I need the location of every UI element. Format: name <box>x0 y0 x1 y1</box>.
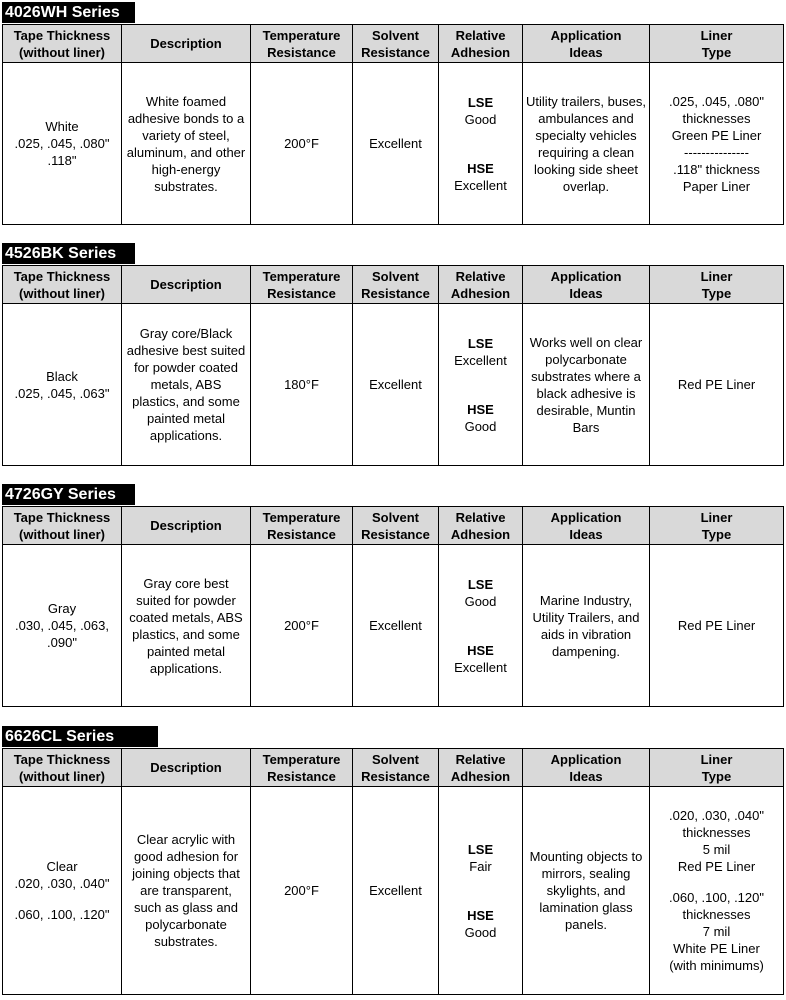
cell-description: White foamed adhesive bonds to a variety of steel, aluminum, and other high-energy substrates. <box>122 63 251 225</box>
table-row <box>3 63 784 225</box>
cell-description: Clear acrylic with good adhesion for joining objects that are transparent, such as glass and polycarbonate substrates. <box>122 787 251 995</box>
series-title: 4726GY Series <box>2 484 135 505</box>
series-title: 4026WH Series <box>2 2 135 23</box>
spec-table <box>2 506 784 707</box>
series-4726gy <box>2 484 783 706</box>
cell-solvent: Excellent <box>353 304 439 466</box>
header-application: Application Ideas <box>523 507 650 545</box>
cell-application: Marine Industry, Utility Trailers, and aids in vibration dampening. <box>523 545 650 707</box>
hse-value: Excellent <box>454 177 507 193</box>
header-description: Description <box>122 749 251 787</box>
cell-description: Gray core/Black adhesive best suited for powder coated metals, ABS plastics, and some painted metal applications. <box>122 304 251 466</box>
header-solvent: Solvent Resistance <box>353 749 439 787</box>
cell-application: Mounting objects to mirrors, sealing skylights, and lamination glass panels. <box>523 787 650 995</box>
hse-value: Excellent <box>454 659 507 675</box>
table-row <box>3 787 784 995</box>
hse-label: HSE <box>467 401 494 417</box>
header-description: Description <box>122 25 251 63</box>
header-thickness: Tape Thickness (without liner) <box>3 749 122 787</box>
lse-value: Fair <box>469 858 492 874</box>
cell-solvent: Excellent <box>353 787 439 995</box>
cell-solvent: Excellent <box>353 63 439 225</box>
header-temperature: Temperature Resistance <box>251 266 353 304</box>
lse-label: LSE <box>467 841 494 857</box>
cell-temperature: 200°F <box>251 63 353 225</box>
cell-thickness: Clear .020, .030, .040" .060, .100, .120" <box>3 787 122 995</box>
spec-table <box>2 748 784 995</box>
hse-label: HSE <box>467 907 494 923</box>
hse-value: Good <box>464 418 497 434</box>
header-adhesion: Relative Adhesion <box>439 25 523 63</box>
cell-adhesion <box>439 545 523 707</box>
cell-solvent: Excellent <box>353 545 439 707</box>
lse-value: Good <box>464 593 497 609</box>
cell-liner: .025, .045, .080" thicknesses Green PE Liner --------------- .118" thickness Paper Liner <box>650 63 784 225</box>
header-temperature: Temperature Resistance <box>251 507 353 545</box>
cell-liner: .020, .030, .040" thicknesses 5 mil Red PE Liner .060, .100, .120" thicknesses 7 mil White PE Liner (with minimums) <box>650 787 784 995</box>
header-solvent: Solvent Resistance <box>353 266 439 304</box>
spec-table <box>2 265 784 466</box>
cell-liner: Red PE Liner <box>650 545 784 707</box>
header-solvent: Solvent Resistance <box>353 25 439 63</box>
header-thickness: Tape Thickness (without liner) <box>3 507 122 545</box>
header-application: Application Ideas <box>523 749 650 787</box>
header-adhesion: Relative Adhesion <box>439 749 523 787</box>
cell-liner: Red PE Liner <box>650 304 784 466</box>
cell-application: Utility trailers, buses, ambulances and specialty vehicles requiring a clean looking side sheet overlap. <box>523 63 650 225</box>
lse-value: Excellent <box>454 352 507 368</box>
header-adhesion: Relative Adhesion <box>439 507 523 545</box>
table-row <box>3 545 784 707</box>
hse-value: Good <box>464 924 497 940</box>
header-row <box>3 266 784 304</box>
header-application: Application Ideas <box>523 25 650 63</box>
table-row <box>3 304 784 466</box>
header-description: Description <box>122 507 251 545</box>
cell-thickness: White .025, .045, .080" .118" <box>3 63 122 225</box>
header-temperature: Temperature Resistance <box>251 749 353 787</box>
hse-label: HSE <box>467 160 494 176</box>
header-row <box>3 749 784 787</box>
lse-label: LSE <box>467 335 494 351</box>
header-liner: Liner Type <box>650 749 784 787</box>
cell-adhesion <box>439 304 523 466</box>
cell-temperature: 200°F <box>251 545 353 707</box>
cell-adhesion <box>439 787 523 995</box>
cell-thickness: Gray .030, .045, .063, .090" <box>3 545 122 707</box>
header-row <box>3 507 784 545</box>
cell-temperature: 180°F <box>251 304 353 466</box>
header-thickness: Tape Thickness (without liner) <box>3 25 122 63</box>
spec-table <box>2 24 784 225</box>
header-application: Application Ideas <box>523 266 650 304</box>
header-liner: Liner Type <box>650 266 784 304</box>
header-liner: Liner Type <box>650 507 784 545</box>
lse-label: LSE <box>467 576 494 592</box>
hse-label: HSE <box>467 642 494 658</box>
cell-description: Gray core best suited for powder coated metals, ABS plastics, and some painted metal applications. <box>122 545 251 707</box>
series-title: 6626CL Series <box>2 726 158 747</box>
header-solvent: Solvent Resistance <box>353 507 439 545</box>
cell-temperature: 200°F <box>251 787 353 995</box>
series-4026wh <box>2 2 783 224</box>
header-temperature: Temperature Resistance <box>251 25 353 63</box>
series-4526bk <box>2 243 783 465</box>
lse-value: Good <box>464 111 497 127</box>
header-liner: Liner Type <box>650 25 784 63</box>
cell-thickness: Black .025, .045, .063" <box>3 304 122 466</box>
lse-label: LSE <box>467 94 494 110</box>
header-description: Description <box>122 266 251 304</box>
cell-application: Works well on clear polycarbonate substrates where a black adhesive is desirable, Muntin Bars <box>523 304 650 466</box>
series-6626cl <box>2 726 783 998</box>
cell-adhesion <box>439 63 523 225</box>
series-title: 4526BK Series <box>2 243 135 264</box>
header-thickness: Tape Thickness (without liner) <box>3 266 122 304</box>
header-adhesion: Relative Adhesion <box>439 266 523 304</box>
header-row <box>3 25 784 63</box>
